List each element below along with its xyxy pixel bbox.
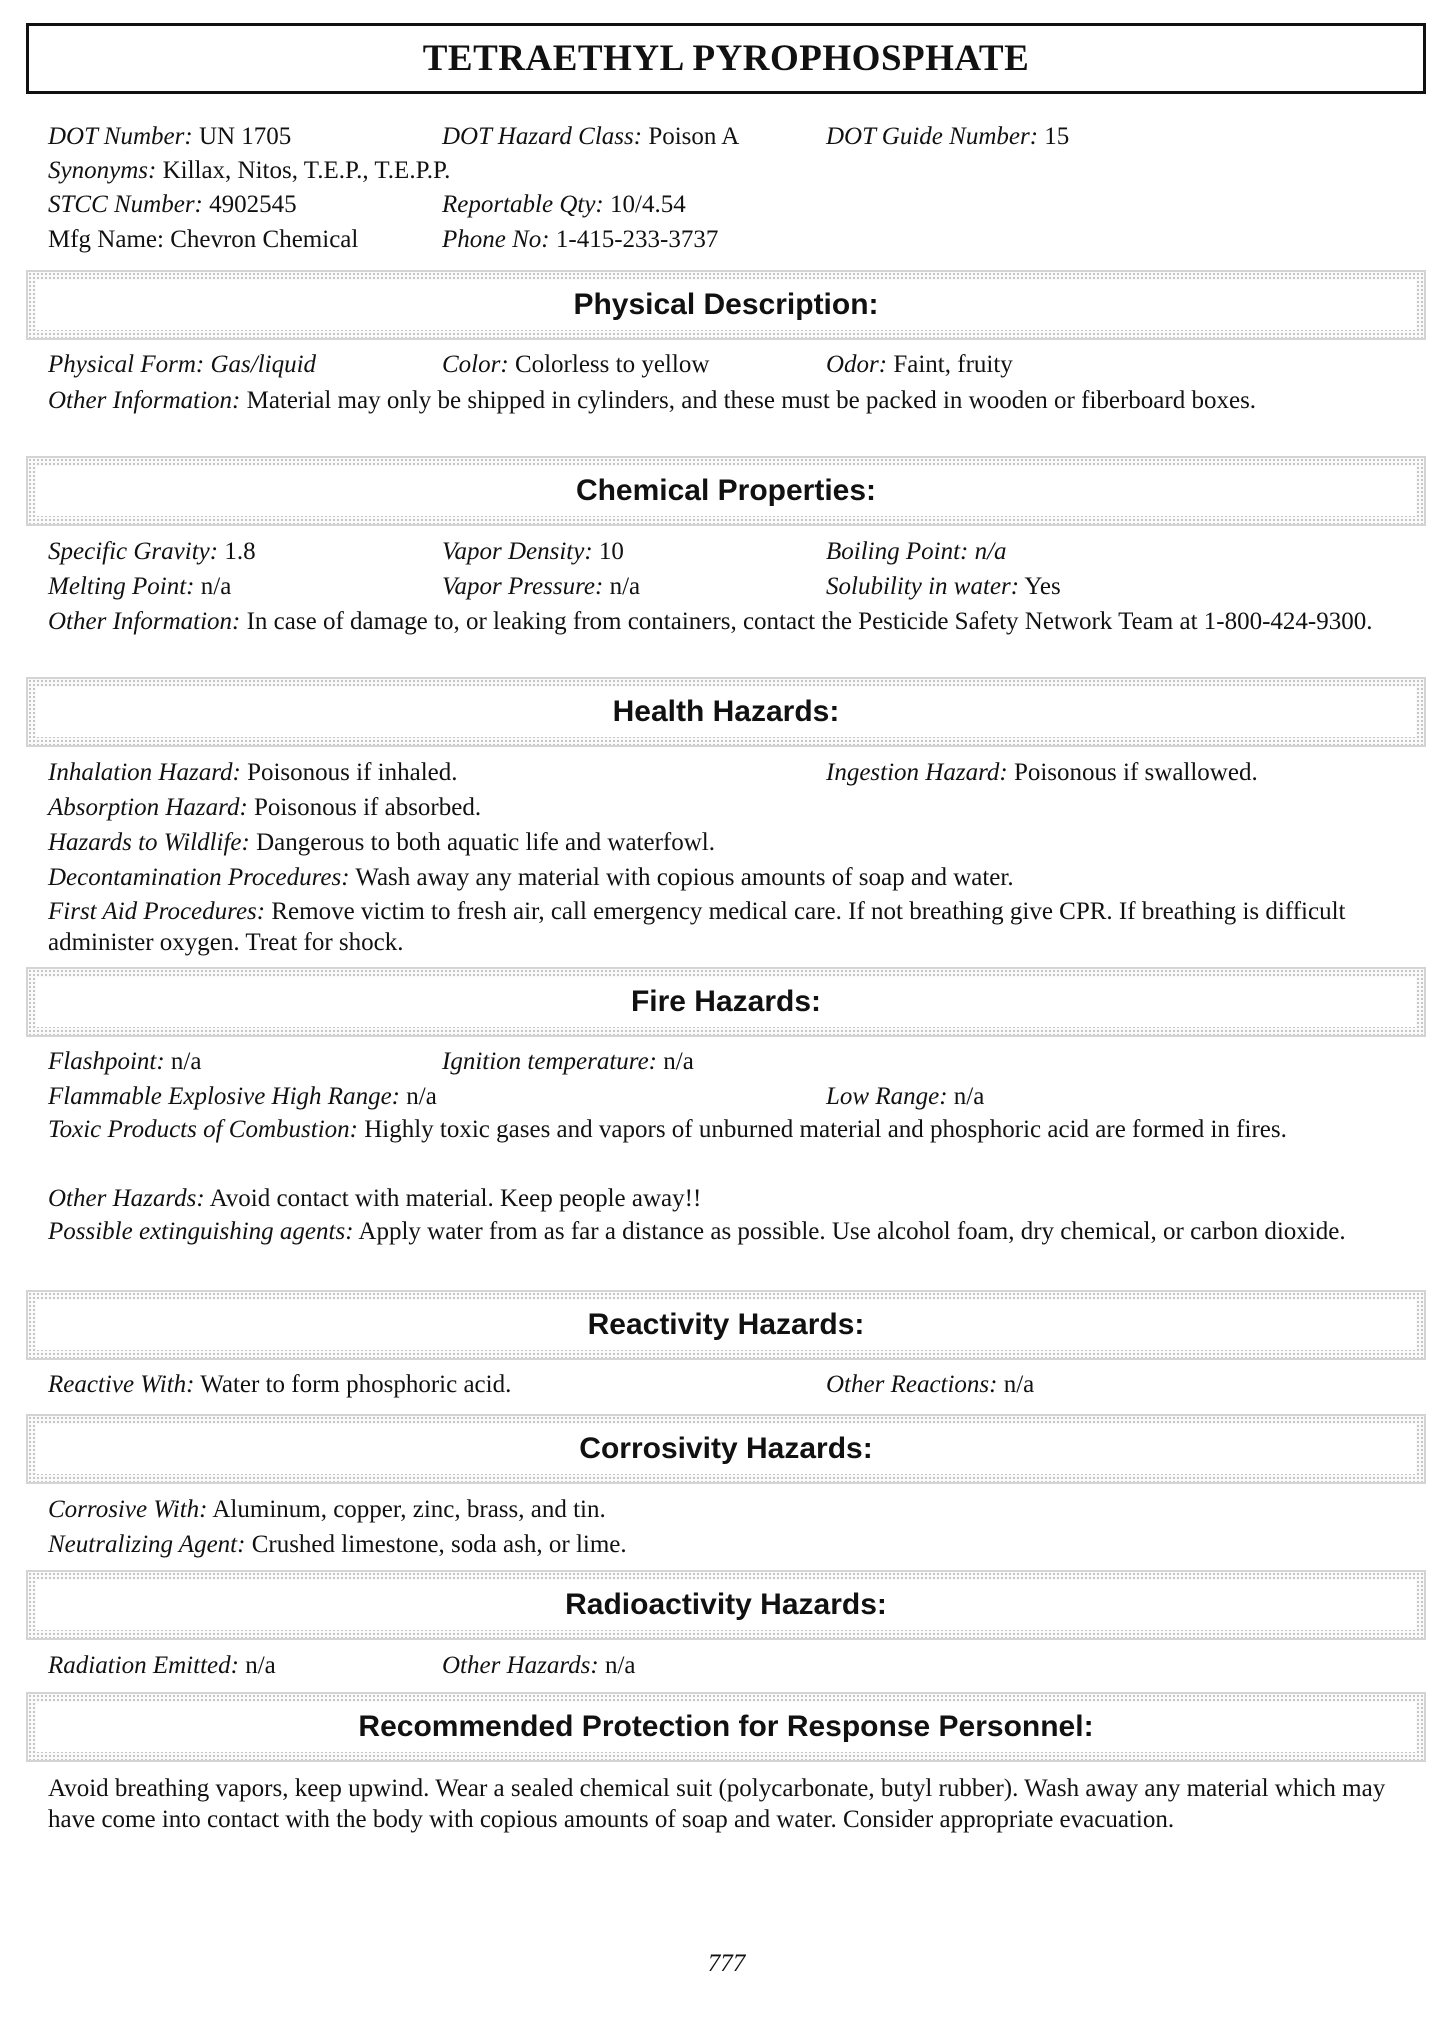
color-value: Colorless to yellow (508, 351, 710, 378)
reactive-with (48, 1370, 511, 1400)
neutralizing-agent-value: Crushed limestone, soda ash, or lime. (245, 1531, 627, 1558)
odor-value: Faint, fruity (887, 351, 1013, 378)
dot-hazard-class (442, 122, 739, 152)
decontamination-label: Decontamination Procedures: (48, 864, 350, 891)
vapor-density-label: Vapor Density: (442, 538, 593, 565)
fire-other-hazards-value: Avoid contact with material. Keep people away!! (204, 1185, 702, 1212)
vapor-pressure (442, 572, 640, 602)
wildlife-value: Dangerous to both aquatic life and waterfowl. (249, 829, 715, 856)
chemical-other-information (48, 606, 1408, 637)
mfg-name (48, 225, 358, 255)
section-recommended-protection (26, 1692, 1426, 1762)
synonyms-label: Synonyms: (48, 157, 157, 184)
section-corrosivity-hazards (26, 1414, 1426, 1484)
decontamination-procedures (48, 863, 1014, 893)
protection-text: Avoid breathing vapors, keep upwind. Wear a sealed chemical suit (polycarbonate, butyl rubber). Wash away any material which may have come into contact with the body with copious amounts of soap and water. Consider appropriate evacuation. (48, 1775, 1386, 1833)
dot-hazard-class-value: Poison A (642, 123, 740, 150)
dot-guide-number (826, 122, 1069, 152)
radiation-emitted-value: n/a (238, 1652, 276, 1679)
section-radioactivity-hazards (26, 1570, 1426, 1640)
stcc-number (48, 190, 297, 220)
low-range-label: Low Range: (826, 1083, 948, 1110)
physical-form-value: Gas/liquid (204, 351, 317, 378)
inhalation-value: Poisonous if inhaled. (240, 759, 458, 786)
absorption-value: Poisonous if absorbed. (247, 794, 482, 821)
dot-number-label: DOT Number: (48, 123, 193, 150)
specific-gravity-label: Specific Gravity: (48, 538, 219, 565)
melting-point-label: Melting Point: (48, 573, 195, 600)
corrosive-with-label: Corrosive With: (48, 1496, 208, 1523)
section-physical-description (26, 270, 1426, 340)
specific-gravity-value: 1.8 (218, 538, 256, 565)
other-reactions-label: Other Reactions: (826, 1371, 998, 1398)
reportable-qty-value: 10/4.54 (603, 191, 686, 218)
low-range-value: n/a (947, 1083, 985, 1110)
radio-other-hazards-value: n/a (598, 1652, 636, 1679)
physical-other-information (48, 385, 1408, 416)
absorption-hazard (48, 793, 481, 823)
other-reactions (826, 1370, 1034, 1400)
synonyms (48, 156, 450, 186)
melting-point (48, 572, 231, 602)
dot-number (48, 122, 291, 152)
physical-other-label: Other Information: (48, 387, 241, 414)
extinguishing-label: Possible extinguishing agents: (48, 1218, 354, 1245)
melting-point-value: n/a (194, 573, 232, 600)
section-heading: Reactivity Hazards: (587, 1308, 865, 1341)
flashpoint (48, 1047, 201, 1077)
specific-gravity (48, 537, 256, 567)
dot-guide-number-value: 15 (1038, 123, 1070, 150)
synonyms-value: Killax, Nitos, T.E.P., T.E.P.P. (156, 157, 451, 184)
high-range-value: n/a (400, 1083, 437, 1110)
other-reactions-value: n/a (997, 1371, 1035, 1398)
inhalation-label: Inhalation Hazard: (48, 759, 241, 786)
radiation-emitted (48, 1651, 276, 1681)
section-chemical-properties (26, 456, 1426, 526)
document-title: TETRAETHYL PYROPHOSPHATE (422, 38, 1030, 79)
section-heading: Health Hazards: (612, 695, 840, 728)
section-heading: Chemical Properties: (575, 474, 877, 507)
vapor-density (442, 537, 624, 567)
reactive-with-label: Reactive With: (48, 1371, 195, 1398)
vapor-density-value: 10 (592, 538, 624, 565)
neutralizing-agent-label: Neutralizing Agent: (48, 1531, 246, 1558)
toxic-products-value: Highly toxic gases and vapors of unburned material and phosphoric acid are formed in fires. (357, 1116, 1287, 1143)
ingestion-value: Poisonous if swallowed. (1007, 759, 1258, 786)
vapor-pressure-label: Vapor Pressure: (442, 573, 604, 600)
section-heading: Physical Description: (573, 288, 879, 321)
hazards-to-wildlife (48, 828, 715, 858)
reportable-qty (442, 190, 686, 220)
title-box (26, 23, 1426, 94)
vapor-pressure-value: n/a (603, 573, 641, 600)
solubility-label: Solubility in water: (826, 573, 1020, 600)
high-range-label: Flammable Explosive High Range: (48, 1083, 400, 1110)
stcc-number-value: 4902545 (202, 191, 297, 218)
inhalation-hazard (48, 758, 458, 788)
stcc-number-label: STCC Number: (48, 191, 203, 218)
physical-form-label: Physical Form: (48, 351, 205, 378)
boiling-point-value: n/a (968, 538, 1007, 565)
color (442, 350, 709, 380)
odor (826, 350, 1013, 380)
wildlife-label: Hazards to Wildlife: (48, 829, 250, 856)
dot-hazard-class-label: DOT Hazard Class: (442, 123, 643, 150)
flashpoint-label: Flashpoint: (48, 1048, 165, 1075)
boiling-point (826, 537, 1007, 567)
dot-guide-number-label: DOT Guide Number: (826, 123, 1039, 150)
corrosive-with-value: Aluminum, copper, zinc, brass, and tin. (207, 1496, 606, 1523)
ignition-label: Ignition temperature: (442, 1048, 658, 1075)
fire-other-hazards-label: Other Hazards: (48, 1185, 205, 1212)
first-aid-label: First Aid Procedures: (48, 898, 266, 925)
decontamination-value: Wash away any material with copious amounts of soap and water. (349, 864, 1014, 891)
boiling-point-label: Boiling Point: (826, 538, 969, 565)
section-heading: Fire Hazards: (630, 985, 822, 1018)
first-aid-value: Remove victim to fresh air, call emergency medical care. If not breathing give CPR. If breathing is difficult administer oxygen. Treat for shock. (48, 898, 1346, 956)
flashpoint-value: n/a (164, 1048, 202, 1075)
corrosive-with (48, 1495, 606, 1525)
reactive-with-value: Water to form phosphoric acid. (194, 1371, 512, 1398)
toxic-products-of-combustion (48, 1114, 1408, 1145)
chemical-other-label: Other Information: (48, 608, 241, 635)
section-fire-hazards (26, 967, 1426, 1037)
toxic-products-label: Toxic Products of Combustion: (48, 1116, 358, 1143)
radio-other-hazards (442, 1651, 636, 1681)
extinguishing-agents (48, 1216, 1408, 1247)
section-heading: Recommended Protection for Response Personnel: (358, 1710, 1094, 1743)
phone-no (442, 225, 718, 255)
neutralizing-agent (48, 1530, 627, 1560)
fire-other-hazards (48, 1184, 701, 1214)
section-health-hazards (26, 677, 1426, 747)
solubility-value: Yes (1019, 573, 1061, 600)
ignition-value: n/a (657, 1048, 694, 1075)
solubility (826, 572, 1061, 602)
physical-form (48, 350, 316, 380)
mfg-name-value: Mfg Name: Chevron Chemical (48, 226, 359, 253)
radio-other-hazards-label: Other Hazards: (442, 1652, 599, 1679)
extinguishing-value: Apply water from as far a distance as possible. Use alcohol foam, dry chemical, or carbon dioxide. (353, 1218, 1346, 1245)
phone-no-value: 1-415-233-3737 (549, 226, 719, 253)
low-range (826, 1082, 984, 1112)
dot-number-value: UN 1705 (192, 123, 292, 150)
absorption-label: Absorption Hazard: (48, 794, 248, 821)
physical-other-value: Material may only be shipped in cylinders, and these must be packed in wooden or fiberboard boxes. (240, 387, 1257, 414)
color-label: Color: (442, 351, 509, 378)
page-number: 777 (707, 1950, 746, 1977)
flammable-high-range (48, 1082, 437, 1112)
section-heading: Corrosivity Hazards: (579, 1432, 873, 1465)
ignition-temperature (442, 1047, 694, 1077)
first-aid-procedures (48, 896, 1408, 958)
radiation-emitted-label: Radiation Emitted: (48, 1652, 239, 1679)
phone-no-label: Phone No: (442, 226, 550, 253)
section-reactivity-hazards (26, 1290, 1426, 1360)
odor-label: Odor: (826, 351, 888, 378)
chemical-other-value: In case of damage to, or leaking from containers, contact the Pesticide Safety Network Team at 1-800-424-9300. (240, 608, 1373, 635)
reportable-qty-label: Reportable Qty: (442, 191, 604, 218)
section-heading: Radioactivity Hazards: (565, 1588, 887, 1621)
ingestion-label: Ingestion Hazard: (826, 759, 1008, 786)
ingestion-hazard (826, 758, 1258, 788)
